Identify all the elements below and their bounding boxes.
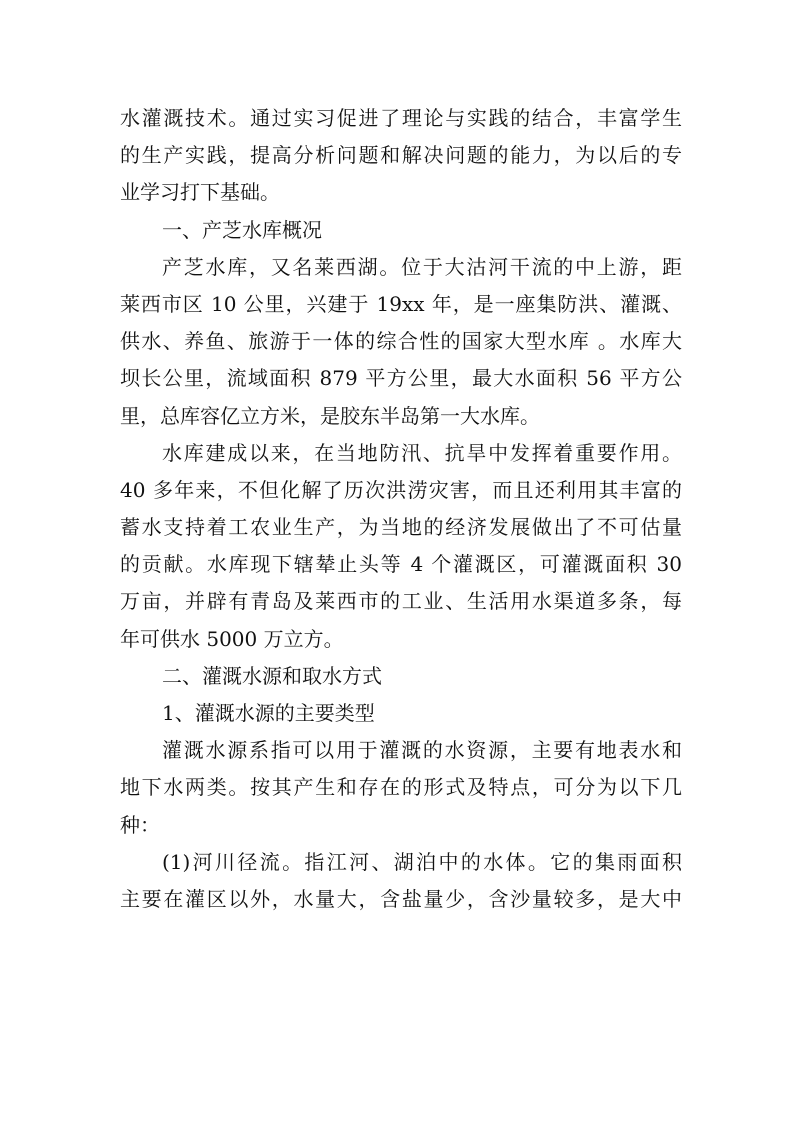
text-line: 的贡献。水库现下辖辇止头等 4 个灌溉区，可灌溉面积 30 [120,552,682,577]
document-body [120,100,682,918]
text-line: 地下水两类。按其产生和存在的形式及特点，可分为以下几 [120,775,682,800]
section-heading: 一、产芝水库概况 [162,217,322,242]
text-line: 莱西市区 10 公里，兴建于 19xx 年，是一座集防洪、灌溉、 [120,291,682,316]
text-line: 的生产实践，提高分析问题和解决问题的能力，为以后的专 [120,143,682,168]
text-line: 万亩，并辟有青岛及莱西市的工业、生活用水渠道多条，每 [120,589,682,614]
text-line: 40 多年来，不但化解了历次洪涝灾害，而且还利用其丰富的 [120,477,682,502]
text-line: 里，总库容亿立方米，是胶东半岛第一大水库。 [120,403,540,428]
paragraph-first-line: 水库建成以来，在当地防汛、抗旱中发挥着重要作用。 [162,440,682,465]
subsection-heading: 1、灌溉水源的主要类型 [162,701,375,725]
text-line: 年可供水 5000 万立方。 [120,626,344,651]
paragraph-first-line: (1)河川径流。指江河、湖泊中的水体。它的集雨面积 [162,849,682,874]
paragraph-first-line: 产芝水库，又名莱西湖。位于大沽河干流的中上游，距 [162,254,682,279]
text-line: 坝长公里，流域面积 879 平方公里，最大水面积 56 平方公 [120,366,682,391]
text-line: 水灌溉技术。通过实习促进了理论与实践的结合，丰富学生 [120,106,682,130]
paragraph-first-line: 灌溉水源系指可以用于灌溉的水资源，主要有地表水和 [162,738,682,763]
text-line: 供水、养鱼、旅游于一体的综合性的国家大型水库 。水库大 [120,329,682,354]
text-line: 业学习打下基础。 [120,180,280,205]
text-line: 主要在灌区以外，水量大，含盐量少，含沙量较多，是大中 [120,886,682,911]
section-heading: 二、灌溉水源和取水方式 [162,663,382,688]
text-line: 蓄水支持着工农业生产，为当地的经济发展做出了不可估量 [120,515,682,540]
text-line: 种： [120,812,160,837]
